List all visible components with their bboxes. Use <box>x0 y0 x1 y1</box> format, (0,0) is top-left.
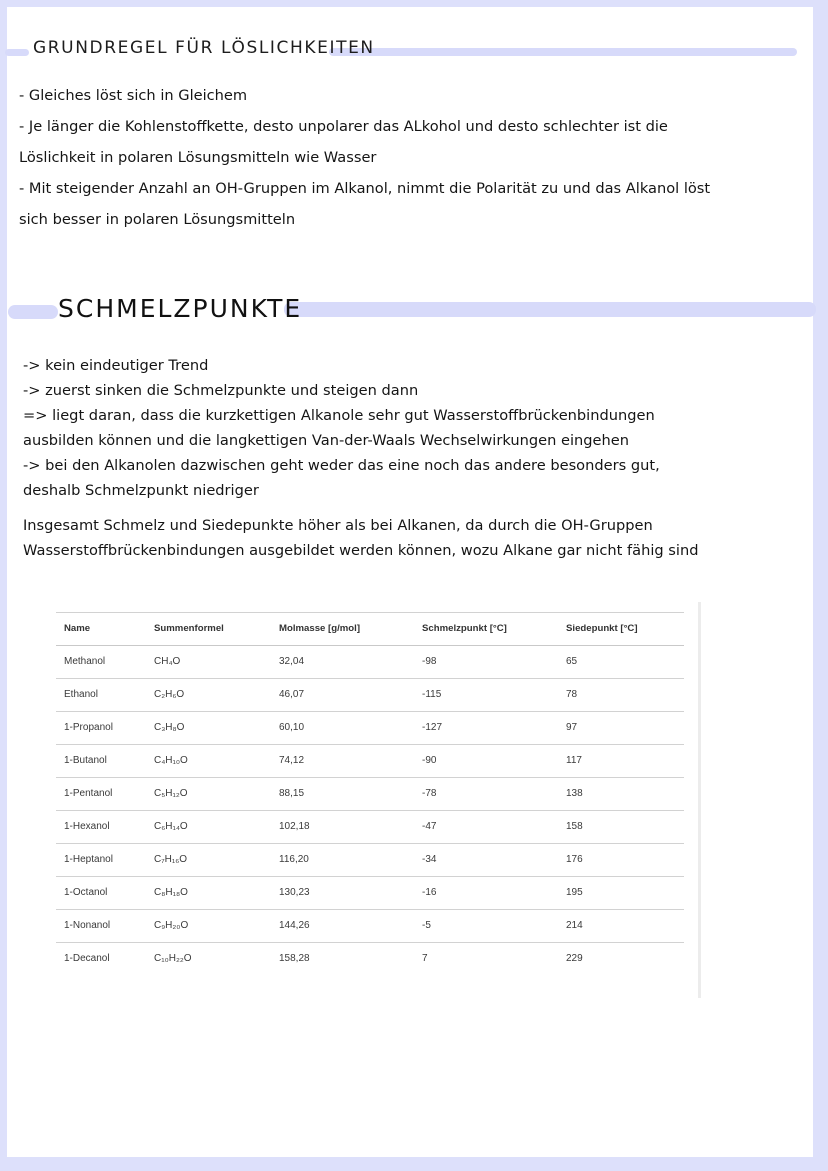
cell-melting-point: -47 <box>422 821 437 832</box>
cell-name: 1-Propanol <box>64 722 113 733</box>
cell-molar-mass: 60,10 <box>279 722 305 733</box>
heading-bar-left <box>5 49 29 56</box>
table-row <box>56 778 684 811</box>
solubility-text <box>19 80 710 235</box>
melting-points-text <box>23 353 660 503</box>
cell-melting-point: -98 <box>422 656 437 667</box>
text-line: Insgesamt Schmelz und Siedepunkte höher als bei Alkanen, da durch die OH-Gruppen <box>23 517 653 534</box>
section-heading-melting-points: SCHMELZPUNKTE <box>58 294 303 323</box>
table-row <box>56 646 684 679</box>
cell-boiling-point: 176 <box>566 854 583 865</box>
cell-formula: C₁₀H₂₂O <box>154 953 192 964</box>
cell-melting-point: -127 <box>422 722 443 733</box>
text-line: -> zuerst sinken die Schmelzpunkte und steigen dann <box>23 382 419 399</box>
cell-molar-mass: 46,07 <box>279 689 305 700</box>
cell-molar-mass: 130,23 <box>279 887 310 898</box>
alkanol-table <box>56 612 684 975</box>
cell-molar-mass: 158,28 <box>279 953 310 964</box>
cell-name: 1-Butanol <box>64 755 107 766</box>
table-row <box>56 679 684 712</box>
text-line: - Je länger die Kohlenstoffkette, desto unpolarer das ALkohol und desto schlechter ist die <box>19 118 668 135</box>
section-heading-solubility: GRUNDREGEL FÜR LÖSLICHKEITEN <box>33 38 375 58</box>
cell-name: Methanol <box>64 656 106 667</box>
text-line: - Gleiches löst sich in Gleichem <box>19 87 248 104</box>
table-row <box>56 877 684 910</box>
cell-name: 1-Heptanol <box>64 854 113 865</box>
cell-formula: C₈H₁₈O <box>154 887 188 898</box>
cell-molar-mass: 32,04 <box>279 656 305 667</box>
header-boiling-point: Siedepunkt [°C] <box>566 623 638 634</box>
cell-boiling-point: 78 <box>566 689 578 700</box>
cell-melting-point: -16 <box>422 887 437 898</box>
cell-boiling-point: 229 <box>566 953 583 964</box>
header-melting-point: Schmelzpunkt [°C] <box>422 623 507 634</box>
summary-text <box>23 513 698 563</box>
cell-name: Ethanol <box>64 689 98 700</box>
cell-boiling-point: 158 <box>566 821 583 832</box>
cell-formula: C₇H₁₆O <box>154 854 188 865</box>
table-header-row <box>56 612 684 646</box>
cell-formula: CH₄O <box>154 656 181 667</box>
cell-boiling-point: 195 <box>566 887 583 898</box>
text-line: sich besser in polaren Lösungsmitteln <box>19 211 296 228</box>
header-name: Name <box>64 623 91 634</box>
cell-name: 1-Decanol <box>64 953 110 964</box>
cell-melting-point: -34 <box>422 854 437 865</box>
cell-melting-point: 7 <box>422 953 428 964</box>
cell-boiling-point: 65 <box>566 656 578 667</box>
text-line: deshalb Schmelzpunkt niedriger <box>23 482 259 499</box>
cell-formula: C₉H₂₀O <box>154 920 189 931</box>
cell-molar-mass: 74,12 <box>279 755 305 766</box>
text-line: => liegt daran, dass die kurzkettigen Alkanole sehr gut Wasserstoffbrückenbindungen <box>23 407 655 424</box>
table-row <box>56 712 684 745</box>
cell-formula: C₃H₈O <box>154 722 185 733</box>
heading-bar-right <box>329 48 797 56</box>
table-shadow <box>698 602 701 998</box>
cell-melting-point: -90 <box>422 755 437 766</box>
table-row <box>56 943 684 975</box>
table-row <box>56 910 684 943</box>
cell-formula: C₂H₆O <box>154 689 185 700</box>
cell-molar-mass: 102,18 <box>279 821 310 832</box>
header-molar-mass: Molmasse [g/mol] <box>279 623 361 634</box>
cell-boiling-point: 97 <box>566 722 578 733</box>
cell-melting-point: -5 <box>422 920 431 931</box>
heading-bar-right <box>284 302 816 317</box>
table-row <box>56 745 684 778</box>
cell-boiling-point: 214 <box>566 920 583 931</box>
cell-formula: C₆H₁₄O <box>154 821 188 832</box>
cell-boiling-point: 138 <box>566 788 583 799</box>
text-line: ausbilden können und die langkettigen Van-der-Waals Wechselwirkungen eingehen <box>23 432 629 449</box>
table-row <box>56 811 684 844</box>
cell-formula: C₄H₁₀O <box>154 755 188 766</box>
header-formula: Summenformel <box>154 623 224 634</box>
text-line: Wasserstoffbrückenbindungen ausgebildet werden können, wozu Alkane gar nicht fähig sind <box>23 542 699 559</box>
cell-molar-mass: 88,15 <box>279 788 305 799</box>
cell-melting-point: -78 <box>422 788 437 799</box>
cell-molar-mass: 144,26 <box>279 920 310 931</box>
text-line: Löslichkeit in polaren Lösungsmitteln wie Wasser <box>19 149 377 166</box>
cell-name: 1-Pentanol <box>64 788 113 799</box>
cell-molar-mass: 116,20 <box>279 854 309 865</box>
text-line: -> kein eindeutiger Trend <box>23 357 209 374</box>
cell-name: 1-Nonanol <box>64 920 111 931</box>
heading-bar-left <box>8 305 58 319</box>
text-line: -> bei den Alkanolen dazwischen geht weder das eine noch das andere besonders gut, <box>23 457 660 474</box>
cell-name: 1-Octanol <box>64 887 108 898</box>
cell-formula: C₅H₁₂O <box>154 788 188 799</box>
table-row <box>56 844 684 877</box>
cell-name: 1-Hexanol <box>64 821 110 832</box>
text-line: - Mit steigender Anzahl an OH-Gruppen im Alkanol, nimmt die Polarität zu und das Alkanol löst <box>19 180 711 197</box>
cell-melting-point: -115 <box>422 689 442 700</box>
cell-boiling-point: 117 <box>566 755 582 766</box>
